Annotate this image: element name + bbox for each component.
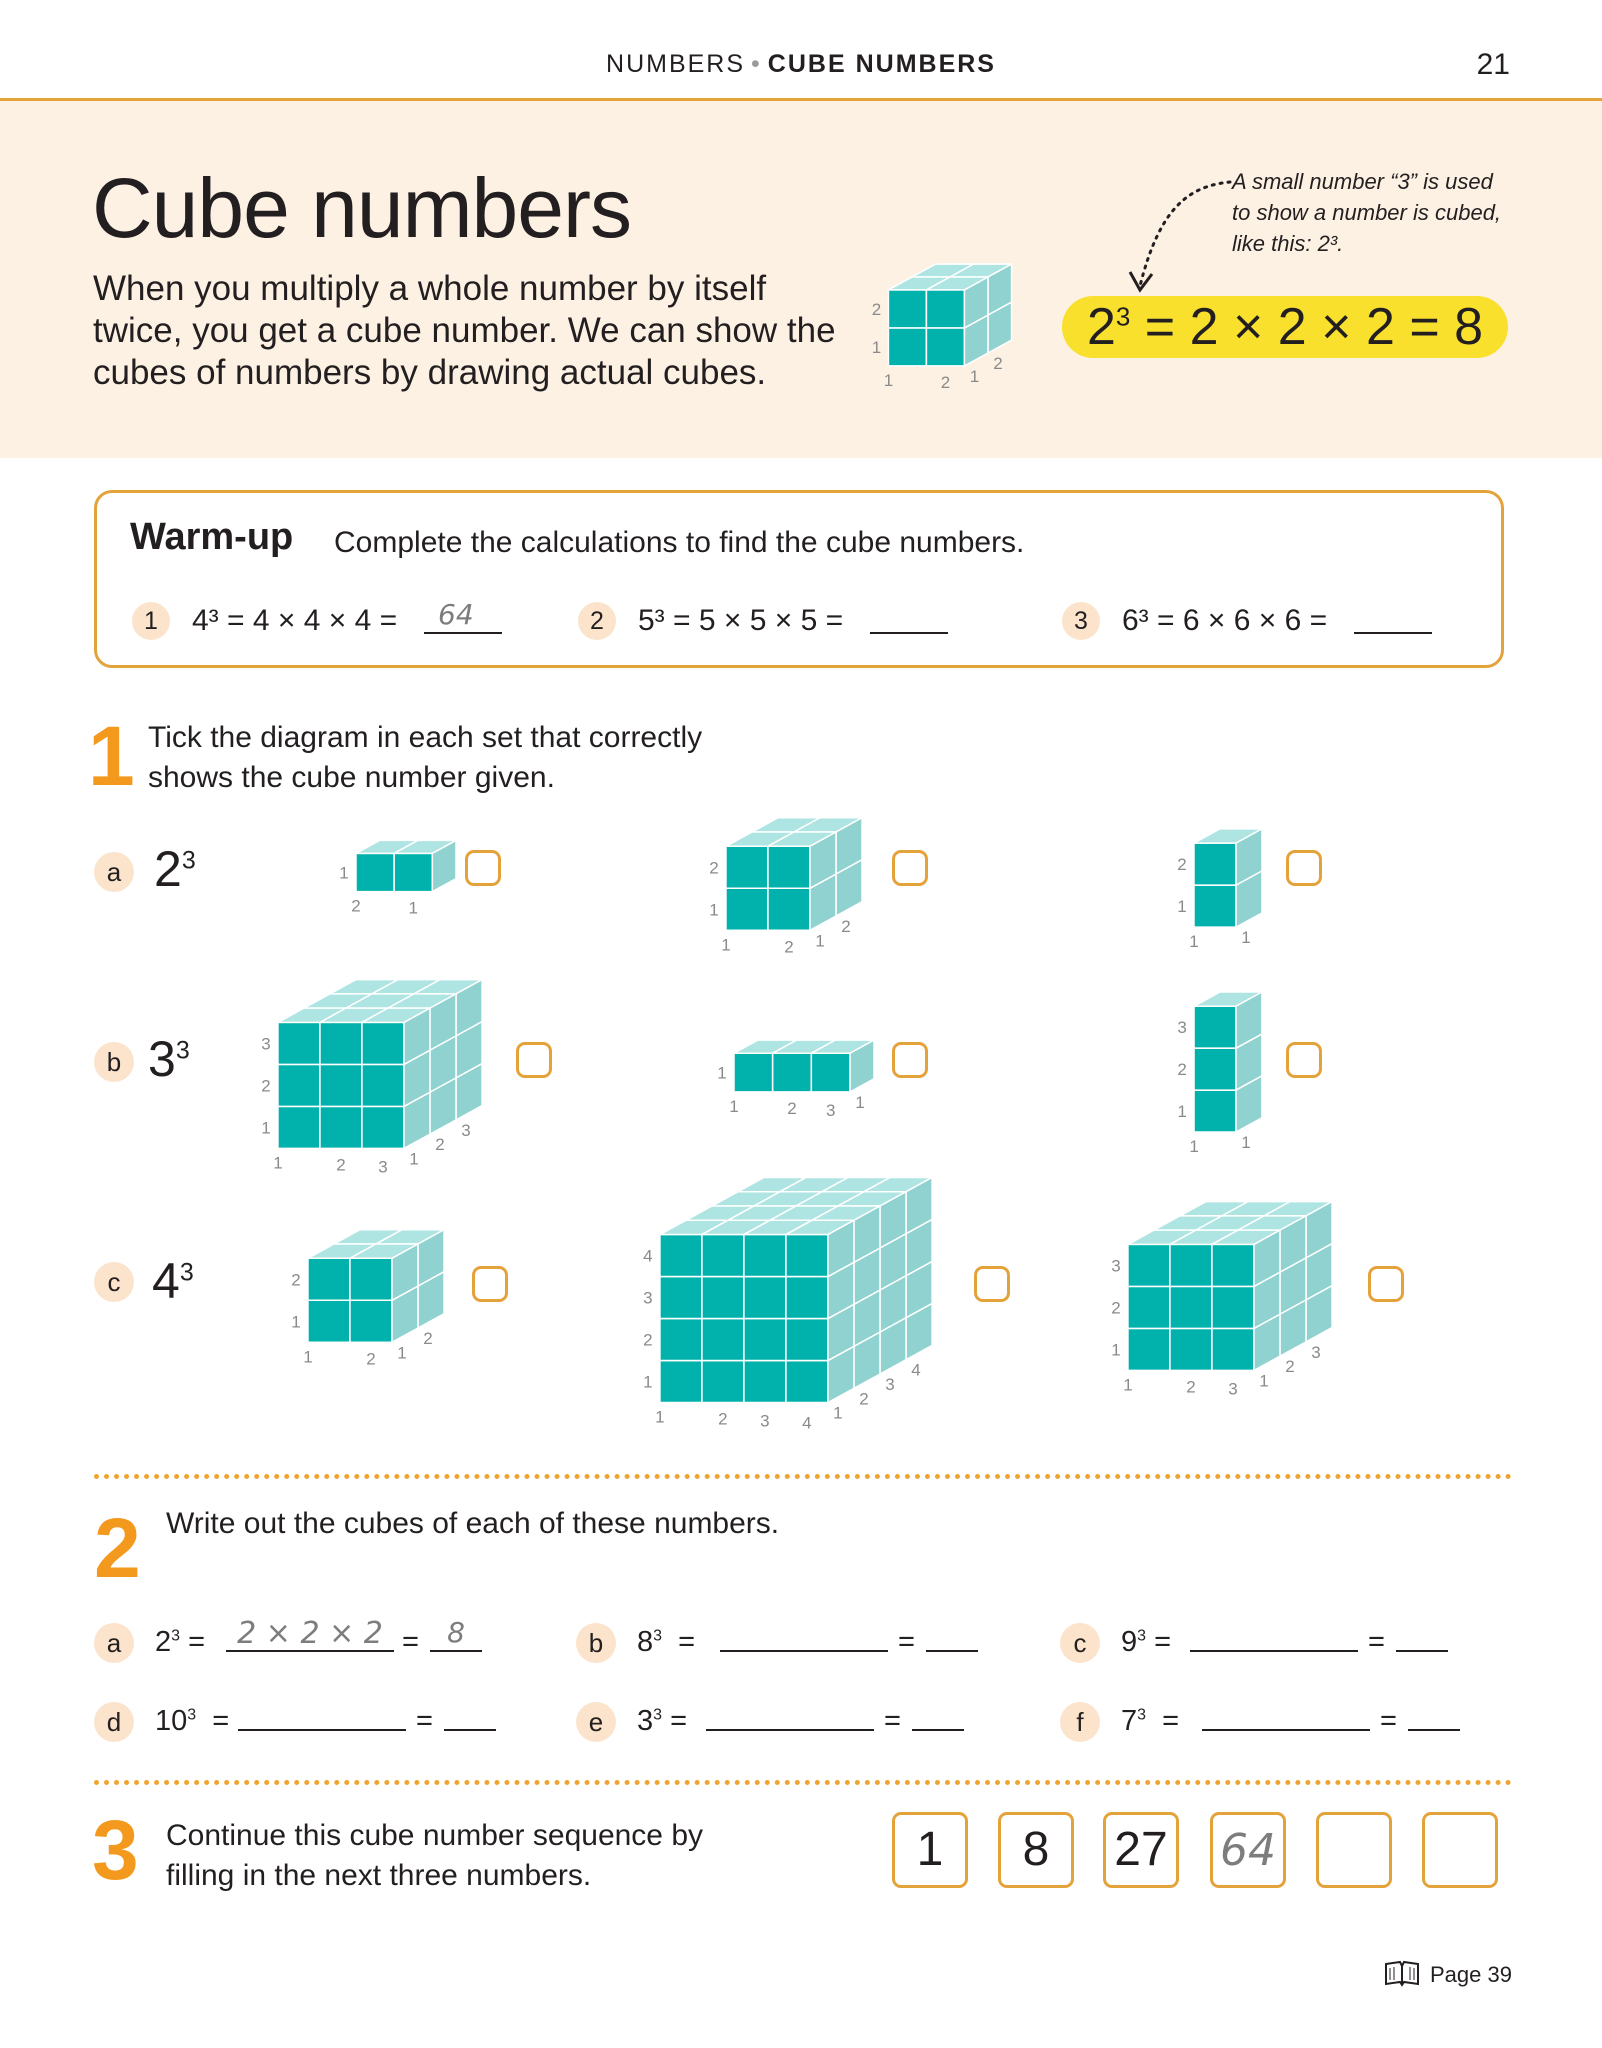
row-b-base: 3 <box>148 1031 176 1087</box>
diagram-count-label: 2 <box>940 372 951 392</box>
diagram-count-label: 4 <box>802 1413 812 1433</box>
cube-front-face <box>356 853 394 891</box>
warmup-answer-1-text: 64 <box>438 598 474 631</box>
cube-diagram-a1 <box>336 816 476 928</box>
q2-e-work[interactable] <box>706 1695 874 1731</box>
cube-front-face <box>702 1277 744 1319</box>
diagram-count-label: 2 <box>993 354 1003 373</box>
cube-front-face <box>1170 1328 1212 1370</box>
q2-b-exp: 3 <box>653 1627 663 1645</box>
diagram-count-label: 1 <box>643 1372 653 1392</box>
diagram-count-label: 1 <box>303 1347 313 1367</box>
diagram-count-label: 1 <box>1241 928 1251 948</box>
formula-exponent: 3 <box>1115 301 1131 332</box>
cube-front-face <box>1128 1244 1170 1286</box>
warmup-answer-3[interactable] <box>1354 598 1432 634</box>
warmup-answer-2[interactable] <box>870 598 948 634</box>
q2-a-base: 2 <box>155 1626 172 1658</box>
diagram-count-label: 1 <box>409 1149 419 1169</box>
cube-front-face <box>702 1361 744 1403</box>
formula-rest: = 2 × 2 × 2 = 8 <box>1130 298 1484 356</box>
checkbox-c3[interactable] <box>1368 1266 1404 1302</box>
cube-front-face <box>734 1053 773 1092</box>
diagram-count-label: 2 <box>435 1135 445 1155</box>
q2-a-power: $2^3$ = <box>155 1626 206 1658</box>
cube-front-face <box>786 1277 828 1319</box>
cube-front-face <box>744 1361 786 1403</box>
page-number: 21 <box>1476 48 1510 81</box>
checkbox-a3[interactable] <box>1286 850 1322 886</box>
q2-c-equals: = <box>1368 1626 1385 1658</box>
cube-front-face <box>278 1106 320 1148</box>
diagram-count-label: 1 <box>1259 1371 1269 1391</box>
cube-front-face <box>768 888 810 930</box>
diagram-count-label: 3 <box>1228 1379 1238 1399</box>
cube-front-face <box>926 290 964 328</box>
diagram-count-label: 3 <box>760 1411 770 1431</box>
cube-front-face <box>744 1277 786 1319</box>
cube-front-face <box>888 328 926 366</box>
cube-diagram-c2 <box>626 1136 966 1456</box>
warmup-number-2: 2 <box>578 602 616 640</box>
cube-front-face <box>362 1022 404 1064</box>
diagram-count-label: 1 <box>1123 1375 1133 1395</box>
diagram-count-label: 2 <box>1111 1298 1121 1318</box>
q2-c-base: 9 <box>1121 1626 1138 1658</box>
warmup-number-3: 3 <box>1062 602 1100 640</box>
row-a-base: 2 <box>154 841 182 897</box>
sequence-box-4-text: 64 <box>1220 1825 1276 1876</box>
q2-c-power: $9^3$ = <box>1121 1626 1172 1658</box>
book-icon <box>1382 1958 1422 1988</box>
sequence-box-1: 1 <box>892 1812 968 1888</box>
diagram-count-label: 1 <box>1241 1133 1251 1152</box>
running-head <box>0 50 1602 79</box>
cube-front-face <box>1170 1286 1212 1328</box>
diagram-count-label: 2 <box>1177 1060 1187 1080</box>
cube-front-face <box>1128 1286 1170 1328</box>
row-c-label: c <box>94 1262 134 1302</box>
q2-f-power: $7^3$ = <box>1121 1705 1180 1737</box>
diagram-count-label: 1 <box>1177 1102 1187 1122</box>
diagram-count-label: 3 <box>1311 1342 1321 1362</box>
diagram-count-label: 1 <box>729 1096 739 1116</box>
diagram-count-label: 1 <box>408 898 418 918</box>
sequence-box-3: 27 <box>1103 1812 1179 1888</box>
q2-d-exp: 3 <box>187 1706 197 1724</box>
cube-front-face <box>773 1053 812 1092</box>
cube-front-face <box>888 290 926 328</box>
row-a-exp: 3 <box>181 846 196 875</box>
question-2-number: 2 <box>94 1501 141 1595</box>
diagram-count-label: 3 <box>378 1157 388 1177</box>
q2-b-base: 8 <box>637 1626 654 1658</box>
diagram-count-label: 1 <box>1189 1137 1199 1156</box>
diagram-count-label: 1 <box>871 337 882 357</box>
warmup-title: Warm-up <box>130 516 294 558</box>
cube-front-face <box>350 1300 392 1342</box>
q2-f-answer[interactable] <box>1408 1695 1460 1731</box>
question-1-number: 1 <box>88 709 135 803</box>
cube-front-face <box>1194 1090 1236 1132</box>
example-formula <box>1062 296 1508 358</box>
diagram-count-label: 1 <box>655 1407 665 1427</box>
sequence-box-5[interactable] <box>1316 1812 1392 1888</box>
diagram-count-label: 1 <box>721 935 731 955</box>
cube-front-face <box>768 846 810 888</box>
diagram-count-label: 2 <box>859 1389 869 1409</box>
q2-f-base: 7 <box>1121 1705 1138 1737</box>
checkbox-a2[interactable] <box>892 850 928 886</box>
cube-front-face <box>786 1235 828 1277</box>
diagram-count-label: 1 <box>709 900 719 920</box>
diagram-count-label: 1 <box>969 366 980 386</box>
diagram-count-label: 4 <box>911 1360 921 1380</box>
cube-front-face <box>350 1258 392 1300</box>
q2-f-label: f <box>1060 1702 1100 1742</box>
q2-c-label: c <box>1060 1623 1100 1663</box>
diagram-count-label: 2 <box>1285 1357 1295 1377</box>
diagram-count-label: 1 <box>1189 932 1199 952</box>
q2-a-work[interactable] <box>226 1616 394 1652</box>
question-2-text: Write out the cubes of each of these numbers. <box>166 1507 780 1540</box>
q2-c-answer[interactable] <box>1396 1616 1448 1652</box>
cube-front-face <box>660 1235 702 1277</box>
checkbox-c2[interactable] <box>974 1266 1010 1302</box>
intro-text: When you multiply a whole number by itself twice, you get a cube number. We can show the cubes of numbers by drawing actual cubes. <box>93 269 836 392</box>
question-1-text: Tick the diagram in each set that correctly shows the cube number given. <box>148 721 703 794</box>
cube-front-face <box>1194 843 1236 885</box>
diagram-count-label: 3 <box>885 1375 895 1394</box>
q2-e-label: e <box>576 1702 616 1742</box>
cube-front-face <box>394 853 432 891</box>
diagram-count-label: 1 <box>339 863 349 883</box>
diagram-count-label: 2 <box>336 1155 346 1175</box>
cube-front-face <box>1128 1328 1170 1370</box>
q2-b-label: b <box>576 1623 616 1663</box>
q2-f-exp: 3 <box>1137 1706 1147 1724</box>
cube-front-face <box>786 1361 828 1403</box>
q2-b-power: $8^3$ = <box>637 1626 696 1658</box>
diagram-count-label: 2 <box>841 917 851 936</box>
cube-front-face <box>320 1064 362 1106</box>
checkbox-b1[interactable] <box>516 1042 552 1078</box>
diagram-count-label: 1 <box>261 1118 271 1138</box>
cube-diagram-b2 <box>714 1012 894 1132</box>
diagram-count-label: 3 <box>1177 1018 1187 1038</box>
row-b-power <box>148 1030 190 1088</box>
cube-notation-note: A small number “3” is used to show a number is cubed, like this: 2³. <box>1232 169 1502 256</box>
q2-e-base: 3 <box>637 1705 654 1737</box>
cube-front-face <box>811 1053 850 1092</box>
cube-front-face <box>278 1022 320 1064</box>
diagram-count-label: 2 <box>1177 855 1187 875</box>
cube-front-face <box>1170 1244 1212 1286</box>
cube-front-face <box>726 846 768 888</box>
warmup-number-1: 1 <box>132 602 170 640</box>
question-3-text: Continue this cube number sequence by filling in the next three numbers. <box>166 1819 704 1892</box>
sequence-box-4[interactable] <box>1210 1812 1286 1888</box>
q2-d-work[interactable] <box>238 1695 406 1731</box>
q2-d-label: d <box>94 1702 134 1742</box>
q2-a-answer-text: 8 <box>447 1616 465 1649</box>
cube-front-face <box>660 1319 702 1361</box>
q2-e-power: $3^3$ = <box>637 1705 688 1737</box>
diagram-count-label: 2 <box>351 896 361 916</box>
diagram-count-label: 2 <box>291 1270 301 1290</box>
warmup-box <box>94 490 1504 668</box>
diagram-count-label: 3 <box>461 1120 471 1140</box>
q2-a-answer[interactable] <box>430 1616 482 1652</box>
warmup-expression-2: 5³ = 5 × 5 × 5 = <box>638 604 844 637</box>
cube-front-face <box>1194 1048 1236 1090</box>
cube-front-face <box>308 1300 350 1342</box>
diagram-count-label: 2 <box>709 858 719 878</box>
diagram-count-label: 1 <box>291 1312 301 1332</box>
divider-2 <box>94 1780 1512 1785</box>
diagram-count-label: 2 <box>261 1076 271 1096</box>
page-title: Cube numbers <box>92 161 631 255</box>
page-reference: Page 39 <box>1430 1962 1512 1987</box>
diagram-count-label: 3 <box>825 1100 836 1120</box>
divider-1 <box>94 1474 1512 1479</box>
cube-front-face <box>660 1277 702 1319</box>
diagram-count-label: 2 <box>423 1329 433 1348</box>
q2-b-work[interactable] <box>720 1616 888 1652</box>
cube-diagram-a2 <box>704 800 884 960</box>
warmup-answer-1[interactable] <box>424 598 502 634</box>
cube-front-face <box>320 1022 362 1064</box>
q2-d-base: 10 <box>155 1705 188 1737</box>
diagram-count-label: 3 <box>1111 1256 1121 1276</box>
cube-front-face <box>660 1361 702 1403</box>
q2-a-exp: 3 <box>171 1627 181 1645</box>
checkbox-b3[interactable] <box>1286 1042 1322 1078</box>
q2-d-answer[interactable] <box>444 1695 496 1731</box>
cube-front-face <box>926 328 964 366</box>
diagram-count-label: 1 <box>815 931 825 951</box>
diagram-count-label: 1 <box>717 1063 727 1083</box>
cube-front-face <box>786 1319 828 1361</box>
diagram-count-label: 3 <box>261 1034 271 1054</box>
q2-a-label: a <box>94 1623 134 1663</box>
checkbox-c1[interactable] <box>472 1266 508 1302</box>
q2-c-exp: 3 <box>1137 1627 1147 1645</box>
cube-front-face <box>278 1064 320 1106</box>
diagram-count-label: 4 <box>643 1246 653 1266</box>
diagram-count-label: 1 <box>1111 1340 1121 1360</box>
cube-diagram-b3 <box>1168 978 1288 1158</box>
cube-front-face <box>1212 1244 1254 1286</box>
diagram-count-label: 1 <box>397 1343 407 1363</box>
cube-front-face <box>320 1106 362 1148</box>
q2-c-work[interactable] <box>1190 1616 1358 1652</box>
row-b-label: b <box>94 1042 134 1082</box>
q2-a-equals: = <box>402 1626 419 1658</box>
cube-front-face <box>362 1106 404 1148</box>
diagram-count-label: 2 <box>366 1349 376 1369</box>
section-name: NUMBERS <box>606 50 746 78</box>
diagram-count-label: 1 <box>273 1153 283 1173</box>
row-c-power <box>152 1252 194 1310</box>
q2-d-power: $10^3$ = <box>155 1705 230 1737</box>
q2-e-equals: = <box>884 1705 901 1737</box>
cube-front-face <box>744 1319 786 1361</box>
note-arrow <box>1120 176 1250 306</box>
row-c-base: 4 <box>152 1253 180 1309</box>
row-a-label: a <box>94 852 134 892</box>
topic-name: CUBE NUMBERS <box>767 50 996 78</box>
formula-base: 2 <box>1086 298 1116 356</box>
cube-diagram-a3 <box>1168 814 1288 954</box>
cube-front-face <box>1194 1006 1236 1048</box>
diagram-count-label: 2 <box>784 937 794 957</box>
checkbox-a1[interactable] <box>465 850 501 886</box>
row-b-exp: 3 <box>175 1036 190 1065</box>
q2-f-work[interactable] <box>1202 1695 1370 1731</box>
q2-b-answer[interactable] <box>926 1616 978 1652</box>
cube-front-face <box>744 1235 786 1277</box>
checkbox-b2[interactable] <box>892 1042 928 1078</box>
sequence-box-2: 8 <box>998 1812 1074 1888</box>
diagram-count-label: 1 <box>833 1403 843 1423</box>
cube-front-face <box>726 888 768 930</box>
cube-front-face <box>702 1319 744 1361</box>
q2-e-answer[interactable] <box>912 1695 964 1731</box>
cube-diagram-b1 <box>250 950 510 1190</box>
diagram-count-label: 1 <box>855 1092 865 1112</box>
q2-d-equals: = <box>416 1705 433 1737</box>
warmup-expression-3: 6³ = 6 × 6 × 6 = <box>1122 604 1328 637</box>
diagram-count-label: 2 <box>787 1098 797 1118</box>
cube-front-face <box>362 1064 404 1106</box>
cube-front-face <box>702 1235 744 1277</box>
row-a-power <box>154 840 196 898</box>
warmup-expression-1: 4³ = 4 × 4 × 4 = <box>192 604 398 637</box>
q2-f-equals: = <box>1380 1705 1397 1737</box>
separator-dot: • <box>751 50 762 78</box>
q2-e-exp: 3 <box>653 1706 663 1724</box>
warmup-instruction: Complete the calculations to find the cube numbers. <box>334 526 1025 559</box>
cube-diagram-c3 <box>1100 1172 1360 1412</box>
cube-front-face <box>1212 1286 1254 1328</box>
cube-front-face <box>308 1258 350 1300</box>
cube-front-face <box>1194 885 1236 927</box>
diagram-count-label: 2 <box>871 299 882 319</box>
diagram-count-label: 1 <box>883 370 894 390</box>
diagram-count-label: 1 <box>1177 897 1187 917</box>
row-c-exp: 3 <box>179 1258 194 1287</box>
cube-diagram-c1 <box>286 1212 466 1372</box>
q2-b-equals: = <box>898 1626 915 1658</box>
diagram-count-label: 2 <box>643 1330 653 1350</box>
question-3-number: 3 <box>92 1803 139 1897</box>
diagram-count-label: 2 <box>1186 1377 1196 1397</box>
example-cube-diagram <box>860 236 1040 406</box>
q2-a-work-text: 2 × 2 × 2 <box>237 1616 383 1651</box>
sequence-box-6[interactable] <box>1422 1812 1498 1888</box>
diagram-count-label: 3 <box>643 1288 653 1308</box>
cube-front-face <box>1212 1328 1254 1370</box>
diagram-count-label: 2 <box>718 1409 728 1429</box>
